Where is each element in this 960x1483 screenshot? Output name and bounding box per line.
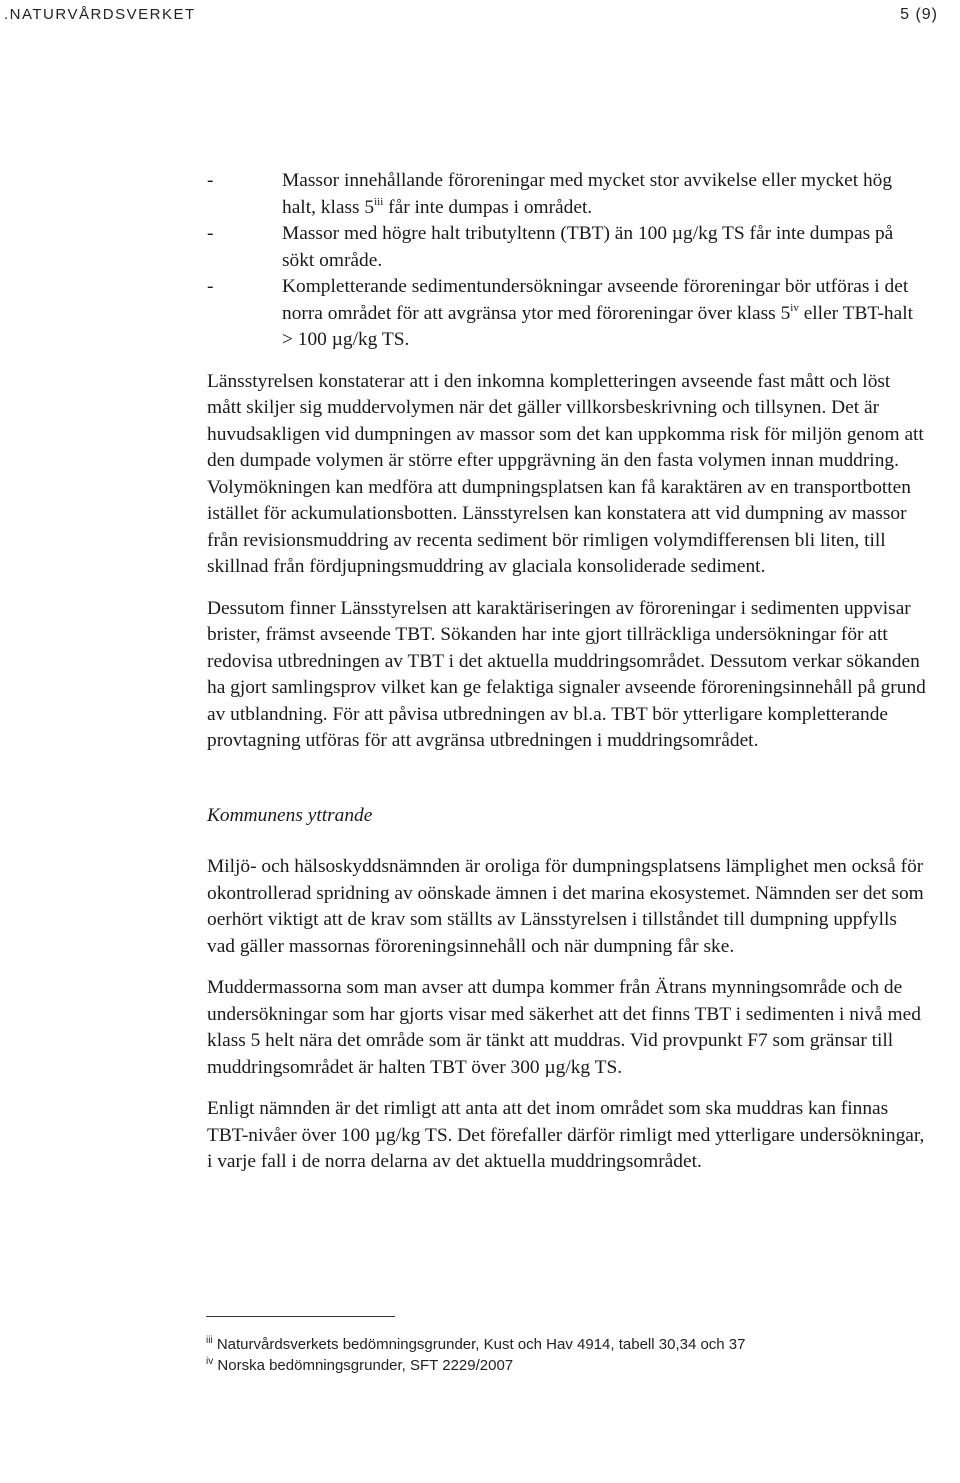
footnote-reference: iii	[374, 195, 384, 208]
footnote	[206, 1355, 926, 1376]
bullet-dash: -	[207, 276, 214, 297]
footnote-text: Norska bedömningsgrunder, SFT 2229/2007	[213, 1357, 514, 1374]
footnote-mark: iii	[206, 1335, 213, 1346]
paragraph: Muddermassorna som man avser att dumpa kommer från Ätrans mynningsområde och de undersökningar som har gjorts visar med säkerhet att det finns TBT i sedimenten i nivå med klass 5 helt nära det område som är tänkt att muddras. Vid provpunkt F7 som gränsar till muddringsområdet är halten TBT över 300 µg/kg TS.	[207, 977, 921, 1078]
list-item-text: Massor med högre halt tributyltenn (TBT) än 100 µg/kg TS får inte dumpas på sökt område.	[282, 223, 894, 271]
footnote-divider	[206, 1316, 395, 1317]
list-item	[207, 274, 927, 354]
list-item-text: Massor innehållande föroreningar med mycket stor avvikelse eller mycket hög halt, klass 5	[282, 170, 893, 218]
paragraph: Dessutom finner Länsstyrelsen att karaktäriseringen av föroreningar i sedimenten uppvisar brister, främst avseende TBT. Sökanden har inte gjort tillräckliga undersökningar för att redovisa utbredningen av TBT i det aktuella muddringsområdet. Dessutom verkar sökanden ha gjort samlingsprov vilket kan ge felaktiga signaler avseende föroreningsinnehåll på grund av utblandning. För att påvisa utbredningen av bl.a. TBT bör ytterligare kompletterande provtagning utföras för att avgränsa utbredningen i muddringsområdet.	[207, 597, 926, 751]
footnote-reference: iv	[790, 301, 799, 314]
document-body	[207, 168, 927, 1176]
list-item-text-end: eller TBT-halt > 100 µg/kg TS.	[282, 302, 914, 350]
footnote-mark: iv	[206, 1356, 214, 1367]
bullet-dash: -	[207, 223, 214, 244]
list-item	[207, 168, 927, 221]
list-item-text: Kompletterande sedimentundersökningar avseende föroreningar bör utföras i det norra området för att avgränsa ytor med föroreningar över klass 5	[282, 276, 909, 324]
paragraph: Enligt nämnden är det rimligt att anta att det inom området som ska muddras kan finnas TBT-nivåer över 100 µg/kg TS. Det förefaller därför rimligt med ytterligare undersökningar, i varje fall i de norra delarna av det aktuella muddringsområdet.	[207, 1098, 925, 1172]
bullet-dash: -	[207, 170, 214, 191]
list-item	[207, 221, 927, 274]
header-organization: .NATURVÅRDSVERKET	[4, 6, 196, 23]
paragraph: Miljö- och hälsoskyddsnämnden är oroliga för dumpningsplatsens lämplighet men också för okontrollerad spridning av oönskade ämnen i det marina ekosystemet. Nämnden ser det som oerhört viktigt att de krav som ställts av Länsstyrelsen i tillståndet till dumpning uppfylls vad gäller massornas föroreningsinnehåll och när dumpning får ske.	[207, 856, 924, 957]
condition-list	[207, 168, 927, 354]
list-item-text-end: får inte dumpas i området.	[383, 196, 593, 218]
footnotes	[206, 1334, 926, 1376]
footnote	[206, 1334, 926, 1355]
paragraph: Länsstyrelsen konstaterar att i den inkomna kompletteringen avseende fast mått och löst mått skiljer sig muddervolymen när det gäller villkorsbeskrivning och tillsynen. Det är huvudsakligen vid dumpningen av massor som det kan uppkomma risk för miljön genom att den dumpade volymen är större efter uppgrävning än den fasta volymen innan muddring. Volymökningen kan medföra att dumpningsplatsen kan få karaktären av en transportbotten istället för ackumulationsbotten. Länsstyrelsen kan konstatera att vid dumpning av massor från revisionsmuddring av recenta sediment bör rimligen volymdifferensen bli liten, till skillnad från fördjupningsmuddring av glaciala konsoliderade sediment.	[207, 370, 924, 577]
footnote-text: Naturvårdsverkets bedömningsgrunder, Kust och Hav 4914, tabell 30,34 och 37	[212, 1336, 746, 1353]
section-heading: Kommunens yttrande	[207, 804, 373, 826]
page-number: 5 (9)	[900, 6, 938, 23]
